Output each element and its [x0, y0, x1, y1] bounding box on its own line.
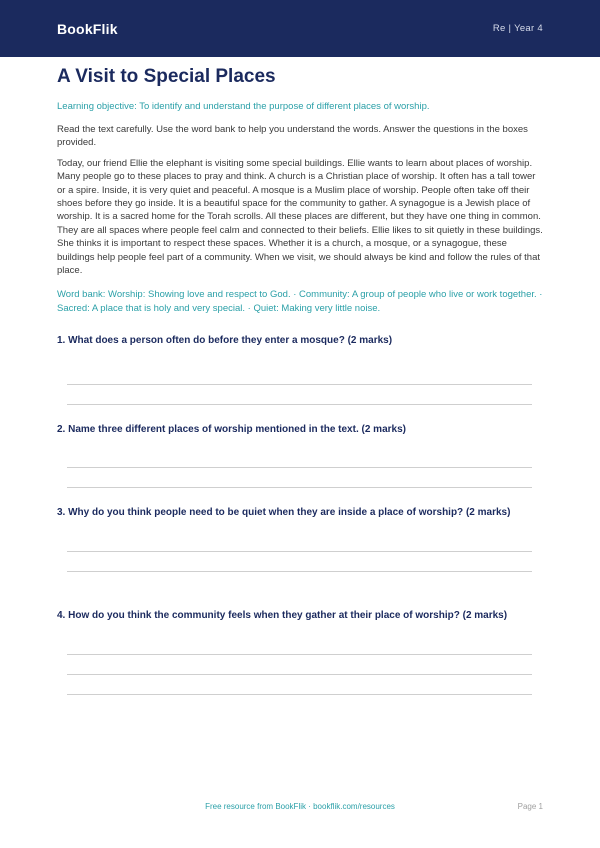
question-1: [57, 334, 543, 423]
answer-line: [67, 404, 532, 405]
question-text: 1. What does a person often do before they enter a mosque? (2 marks): [57, 335, 393, 347]
learning-objective: Learning objective: To identify and understand the purpose of different places of worship.: [57, 101, 430, 112]
reading-passage: Today, our friend Ellie the elephant is visiting some special buildings. Ellie wants to learn about places of worship. Many people go to these places to pray and think. A church is a Christian place of worship. It often has a tall tower or a spire. Inside, it is very quiet and peaceful. A mosque is a Muslim place of worship. People often take off their shoes before they go inside. It is a beautiful space for the community to gather. A synagogue is a Jewish place of worship. It is a sacred home for the Torah scrolls. All these places are different, but they have one thing in common. They are all spaces where people feel calm and connected to their beliefs. Ellie likes to sit quietly in these buildings. She thinks it is important to respect these spaces. Whether it is a church, a mosque, or a synagogue, these buildings help people feel part of a community. When we visit, we should always be kind and follow the rules of that place.: [57, 157, 543, 277]
brand-logo[interactable]: BookFlik: [57, 20, 118, 37]
answer-area[interactable]: [67, 348, 532, 405]
answer-line: [67, 487, 532, 488]
answer-area[interactable]: [67, 623, 532, 695]
answer-line: [67, 571, 532, 572]
answer-line: [67, 467, 532, 468]
word-bank: Word bank: Worship: Showing love and respect to God. · Community: A group of people who live or work together. · Sacred: A place that is holy and very special. · Quiet: Making very little noise.: [57, 289, 543, 314]
answer-line: [67, 551, 532, 552]
question-text: 2. Name three different places of worship mentioned in the text. (2 marks): [57, 424, 406, 436]
question-2: [57, 423, 543, 506]
answer-line: [67, 674, 532, 675]
footer-resource-link[interactable]: Free resource from BookFlik · bookflik.com/resources: [205, 802, 395, 811]
answer-line: [67, 384, 532, 385]
answer-area[interactable]: [67, 437, 532, 488]
subject-year-label: Re | Year 4: [492, 23, 543, 34]
page-title: A Visit to Special Places: [57, 66, 276, 87]
question-text: 3. Why do you think people need to be quiet when they are inside a place of worship? (2 marks): [57, 507, 511, 519]
worksheet-content: [57, 64, 543, 695]
answer-area[interactable]: [67, 520, 532, 572]
answer-line: [67, 694, 532, 695]
question-4: [57, 609, 543, 695]
instructions: Read the text carefully. Use the word bank to help you understand the words. Answer the questions in the boxes provided.: [57, 124, 528, 149]
answer-line: [67, 654, 532, 655]
question-text: 4. How do you think the community feels when they gather at their place of worship? (2 marks): [57, 610, 508, 622]
header-bar: [0, 0, 600, 57]
question-3: [57, 506, 543, 609]
questions-section: [57, 334, 543, 695]
page-number: Page 1: [517, 802, 543, 811]
footer: [0, 802, 600, 814]
